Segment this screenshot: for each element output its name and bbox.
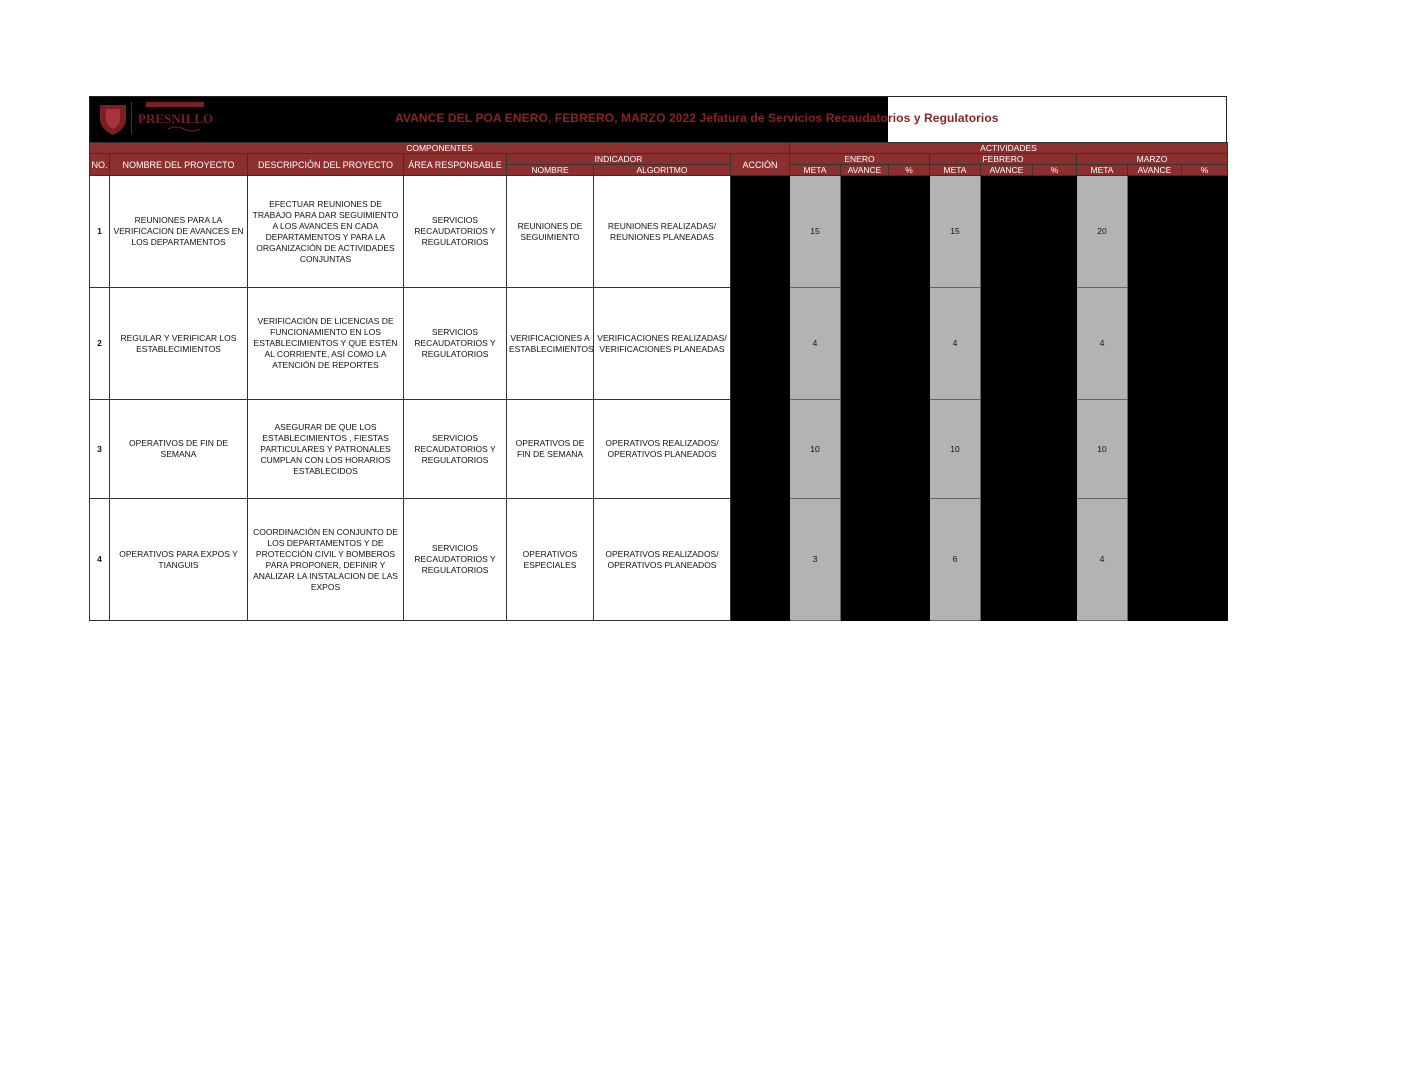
project-name: REGULAR Y VERIFICAR LOS ESTABLECIMIENTOS — [110, 288, 248, 400]
pct-febrero — [1033, 400, 1077, 499]
project-name: OPERATIVOS PARA EXPOS Y TIANGUIS — [110, 499, 248, 621]
header-nombre-proyecto: NOMBRE DEL PROYECTO — [110, 154, 248, 176]
header-area: ÁREA RESPONSABLE — [404, 154, 507, 176]
table-row — [90, 499, 1228, 621]
fresnillo-logo — [96, 99, 218, 137]
avance-marzo — [1128, 400, 1182, 499]
header-meta: META — [790, 165, 841, 176]
header-meta: META — [1077, 165, 1128, 176]
header-avance: AVANCE — [1128, 165, 1182, 176]
header-indicador-algoritmo: ALGORITMO — [594, 165, 731, 176]
action-cell — [731, 176, 790, 288]
indicator-name: OPERATIVOS DE FIN DE SEMANA — [507, 400, 594, 499]
responsible-area: SERVICIOS RECAUDATORIOS Y REGULATORIOS — [404, 499, 507, 621]
pct-enero — [889, 288, 930, 400]
table-row — [90, 400, 1228, 499]
project-name: REUNIONES PARA LA VERIFICACION DE AVANCES EN LOS DEPARTAMENTOS — [110, 176, 248, 288]
action-cell — [731, 499, 790, 621]
logo-wordmark: PRESNILLO — [138, 111, 214, 126]
meta-febrero: 10 — [930, 400, 981, 499]
header-indicador: INDICADOR — [507, 154, 731, 165]
table-row — [90, 176, 1228, 288]
avance-enero — [841, 176, 889, 288]
pct-enero — [889, 176, 930, 288]
meta-enero: 3 — [790, 499, 841, 621]
pct-marzo — [1182, 176, 1228, 288]
header-month-febrero: FEBRERO — [930, 154, 1077, 165]
meta-febrero: 4 — [930, 288, 981, 400]
avance-febrero — [981, 288, 1033, 400]
row-number: 2 — [90, 288, 110, 400]
header-avance: AVANCE — [841, 165, 889, 176]
meta-marzo: 10 — [1077, 400, 1128, 499]
indicator-algorithm: OPERATIVOS REALIZADOS/ OPERATIVOS PLANEADOS — [594, 499, 731, 621]
header-actividades: ACTIVIDADES — [790, 143, 1228, 154]
row-number: 3 — [90, 400, 110, 499]
meta-marzo: 20 — [1077, 176, 1128, 288]
responsible-area: SERVICIOS RECAUDATORIOS Y REGULATORIOS — [404, 176, 507, 288]
avance-marzo — [1128, 499, 1182, 621]
pct-marzo — [1182, 499, 1228, 621]
indicator-name: VERIFICACIONES A ESTABLECIMIENTOS — [507, 288, 594, 400]
responsible-area: SERVICIOS RECAUDATORIOS Y REGULATORIOS — [404, 400, 507, 499]
pct-enero — [889, 499, 930, 621]
pct-febrero — [1033, 176, 1077, 288]
project-description: COORDINACIÓN EN CONJUNTO DE LOS DEPARTAMENTOS Y DE PROTECCIÓN CIVIL Y BOMBEROS PARA PROPONER, DEFINIR Y ANALIZAR LA INSTALACION DE LAS EXPOS — [248, 499, 404, 621]
header-accion: ACCIÓN — [731, 154, 790, 176]
header-meta: META — [930, 165, 981, 176]
avance-febrero — [981, 499, 1033, 621]
header-pct: % — [1033, 165, 1077, 176]
avance-marzo — [1128, 288, 1182, 400]
header-no: NO. — [90, 154, 110, 176]
pct-marzo — [1182, 400, 1228, 499]
project-description: EFECTUAR REUNIONES DE TRABAJO PARA DAR SEGUIMIENTO A LOS AVANCES EN CADA DEPARTAMENTOS Y PARA LA ORGANIZACIÓN DE ACTIVIDADES CONJUNTAS — [248, 176, 404, 288]
header-pct: % — [1182, 165, 1228, 176]
action-cell — [731, 288, 790, 400]
header-pct: % — [889, 165, 930, 176]
indicator-name: REUNIONES DE SEGUIMIENTO — [507, 176, 594, 288]
meta-marzo: 4 — [1077, 288, 1128, 400]
indicator-name: OPERATIVOS ESPECIALES — [507, 499, 594, 621]
pct-febrero — [1033, 499, 1077, 621]
row-number: 4 — [90, 499, 110, 621]
header-componentes: COMPONENTES — [90, 143, 790, 154]
avance-febrero — [981, 176, 1033, 288]
meta-febrero: 6 — [930, 499, 981, 621]
indicator-algorithm: REUNIONES REALIZADAS/ REUNIONES PLANEADAS — [594, 176, 731, 288]
indicator-algorithm: VERIFICACIONES REALIZADAS/ VERIFICACIONES PLANEADAS — [594, 288, 731, 400]
pct-febrero — [1033, 288, 1077, 400]
title-bar — [89, 96, 1227, 142]
avance-marzo — [1128, 176, 1182, 288]
avance-febrero — [981, 400, 1033, 499]
project-name: OPERATIVOS DE FIN DE SEMANA — [110, 400, 248, 499]
pct-marzo — [1182, 288, 1228, 400]
header-month-enero: ENERO — [790, 154, 930, 165]
avance-enero — [841, 499, 889, 621]
project-description: ASEGURAR DE QUE LOS ESTABLECIMIENTOS , FIESTAS PARTICULARES Y PATRONALES CUMPLAN CON LOS HORARIOS ESTABLECIDOS — [248, 400, 404, 499]
poa-sheet — [89, 96, 1227, 621]
project-description: VERIFICACIÓN DE LICENCIAS DE FUNCIONAMIENTO EN LOS ESTABLECIMIENTOS Y QUE ESTÉN AL CORRIENTE, ASÍ COMO LA ATENCIÓN DE REPORTES — [248, 288, 404, 400]
pct-enero — [889, 400, 930, 499]
indicator-algorithm: OPERATIVOS REALIZADOS/ OPERATIVOS PLANEADOS — [594, 400, 731, 499]
meta-enero: 10 — [790, 400, 841, 499]
table-row — [90, 288, 1228, 400]
header-avance: AVANCE — [981, 165, 1033, 176]
avance-enero — [841, 400, 889, 499]
header-month-marzo: MARZO — [1077, 154, 1228, 165]
avance-enero — [841, 288, 889, 400]
meta-febrero: 15 — [930, 176, 981, 288]
meta-enero: 15 — [790, 176, 841, 288]
meta-enero: 4 — [790, 288, 841, 400]
meta-marzo: 4 — [1077, 499, 1128, 621]
row-number: 1 — [90, 176, 110, 288]
header-indicador-nombre: NOMBRE — [507, 165, 594, 176]
header-descripcion: DESCRIPCIÓN DEL PROYECTO — [248, 154, 404, 176]
poa-table — [89, 142, 1228, 621]
page-title: AVANCE DEL POA ENERO, FEBRERO, MARZO 2022 Jefatura de Servicios Recaudatorios y Regulatorios — [395, 111, 999, 125]
action-cell — [731, 400, 790, 499]
responsible-area: SERVICIOS RECAUDATORIOS Y REGULATORIOS — [404, 288, 507, 400]
